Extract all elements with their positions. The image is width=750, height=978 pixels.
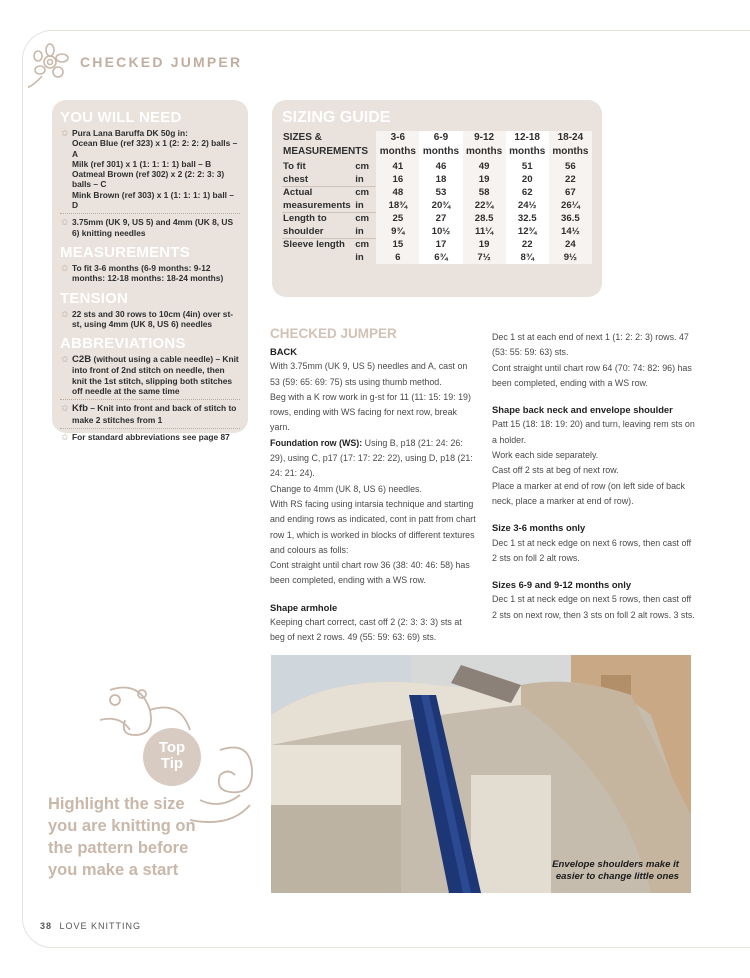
list-item: ✩ To fit 3-6 months (6-9 months: 9-12 months: 12-18 months: 18-24 months): [61, 262, 224, 284]
table-row: Sleeve length cm 15 17 19 22 24: [282, 239, 592, 252]
jumper-illustration: [271, 655, 691, 893]
star-bullet-icon: ✩: [61, 262, 69, 273]
star-bullet-icon: ✩: [61, 308, 69, 319]
pattern-column-1: CHECKED JUMPER BACK With 3.75mm (UK 9, US 5) needles and A, cast on 53 (59: 65: 69: 75) sts using thumb method. Beg with a K row work in g-st for 11 (11: 15: 19: 19) rows, ending with WS facing for next row, break yarn. Foundation row (WS): Using B, p18 (21: 24: 26: 29), using C, p17 (17: 17: 22: 22), using D, p18 (21: 24: 21: 24). Change to 4mm (UK 8, US 6) needles. With RS facing using intarsia technique and starting and ending rows as indicated, cont in patt from chart row 1, which is worked in blocks of different textures and colours as folls: Cont straight until chart row 36 (38: 40: 46: 58) has been completed, ending with a WS row. Shape armhole Keeping chart correct, cast off 2 (2: 3: 3: 3) sts at beg of next 2 rows. 49 (55: 59: 63: 69) sts.: [270, 326, 476, 643]
page-number: 38: [40, 921, 53, 931]
section-heading: BACK: [270, 346, 298, 357]
table-header-row: SIZES & MEASUREMENTS 3-6 months 6-9 months 9-12 months 12-18 months 18-24 months: [282, 131, 592, 161]
sizing-guide-heading: SIZING GUIDE: [282, 109, 391, 126]
magazine-name: LOVE KNITTING: [59, 921, 142, 931]
section-heading: Sizes 6-9 and 9-12 months only: [492, 579, 632, 591]
table-row: chest in 16 18 19 20 22: [282, 174, 592, 187]
sizing-guide-panel: [272, 100, 602, 297]
sizing-table: [282, 131, 592, 264]
page-header: [28, 40, 288, 85]
star-bullet-icon: ✩: [61, 217, 69, 228]
table-row: measurements in 18¾ 20¾ 22¾ 24½ 26¼: [282, 200, 592, 213]
list-item: ✩ For standard abbreviations see page 87: [61, 431, 230, 442]
flower-swirl-icon: [28, 40, 88, 90]
materials-panel: [52, 100, 248, 442]
section-heading: Shape armhole: [270, 601, 338, 613]
you-will-need-heading: YOU WILL NEED: [60, 109, 182, 126]
list-item: ✩ 22 sts and 30 rows to 10cm (4in) over st-st, using 4mm (UK 8, US 6) needles: [61, 308, 234, 329]
pattern-title: CHECKED JUMPER: [270, 326, 397, 341]
top-tip-badge: Top Tip: [143, 728, 201, 786]
table-row: in 6 6¾ 7½ 8¾ 9½: [282, 252, 592, 265]
pattern-column-2: Dec 1 st at each end of next 1 (1: 2: 2: 3) rows. 47 (53: 55: 59: 63) sts. Cont straight until chart row 64 (70: 74: 82: 96) has been completed, ending with a WS row. Shape back neck and envelope shoulder Patt 15 (18: 18: 19: 20) and turn, leaving rem sts on a holder. Work each side separately. Cast off 2 sts at beg of next row. Place a marker at end of row (on left side of back neck, place a marker at end of row). Size 3-6 months only Dec 1 st at neck edge on next 6 rows, then cast off 2 sts on foll 2 alt rows. Sizes 6-9 and 9-12 months only Dec 1 st at neck edge on next 5 rows, then cast off 2 sts on next row, then 3 sts on foll 2 alt rows. 3 sts.: [492, 330, 698, 623]
table-row: shoulder in 9¾ 10½ 11¼ 12¾ 14½: [282, 226, 592, 239]
page-footer: [40, 921, 141, 931]
star-bullet-icon: ✩: [61, 354, 69, 365]
section-heading: Size 3-6 months only: [492, 522, 586, 534]
table-row: To fit cm 41 46 49 51 56: [282, 161, 592, 174]
tension-heading: TENSION: [60, 289, 129, 307]
list-item: ✩ Pura Lana Baruffa DK 50g in: Ocean Blue (ref 323) x 1 (2: 2: 2: 2) balls – A Milk (ref 301) x 1 (1: 1: 1: 1) ball – B Oatmeal Brown (ref 302) x 2 (2: 2: 3: 3) balls – C Mink Brown (ref 303) x 1 (1: 1: 1: 1) ball – D: [60, 128, 240, 214]
list-item: ✩ Kfb – Knit into front and back of stitch to make 2 stitches from 1: [60, 403, 240, 429]
star-bullet-icon: ✩: [61, 128, 69, 138]
measurements-heading: MEASUREMENTS: [60, 243, 190, 261]
star-bullet-icon: ✩: [61, 403, 69, 414]
abbreviations-heading: ABBREVIATIONS: [60, 335, 186, 353]
list-item: ✩ C2B (without using a cable needle) – Knit into front of 2nd stitch on needle, then knit the 1st stitch, slipping both stitches off needle at the same time: [60, 354, 240, 400]
list-item: ✩ 3.75mm (UK 9, US 5) and 4mm (UK 8, US 6) knitting needles: [61, 217, 234, 238]
jumper-photo: [271, 655, 691, 893]
table-row: Actual cm 48 53 58 62 67: [282, 187, 592, 200]
photo-caption: Envelope shoulders make it easier to change little ones: [552, 859, 679, 882]
star-bullet-icon: ✩: [61, 431, 69, 442]
table-row: Length to cm 25 27 28.5 32.5 36.5: [282, 213, 592, 226]
section-heading: Shape back neck and envelope shoulder: [492, 404, 673, 416]
page-title: CHECKED JUMPER: [80, 54, 243, 70]
top-tip-text: Highlight the size you are knitting on the pattern before you make a start: [48, 795, 196, 879]
